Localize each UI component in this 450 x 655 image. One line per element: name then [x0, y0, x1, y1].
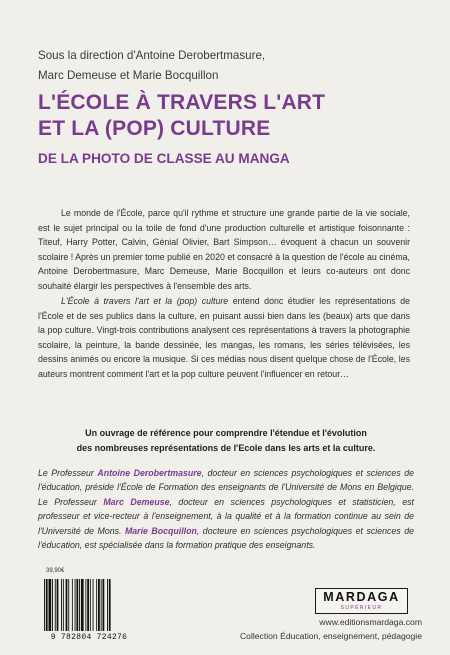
blurb-paragraph-2-text: entend donc étudier les représentations de l'École et de ses publics dans la culture, en puisant aussi bien dans les (beaux) arts que dans la pop culture. Vingt-trois contributions analysent ces représentations à travers la photographie scolaire, la peinture, la bande dessinée, les mangas, les romans, les séries télévisées, les dessins animés ou encore la musique. Si ces médias nous disent quelque chose de l'École, les auteurs montrent comment l'art et la pop culture peuvent l'influencer en retour…	[38, 296, 410, 379]
blurb-book-title: L'École à travers l'art et la (pop) culture	[61, 296, 229, 306]
isbn-barcode	[38, 575, 140, 645]
price-label: 39,90€	[46, 568, 65, 574]
editors-line-1: Sous la direction d'Antoine Derobertmasure,	[38, 49, 266, 62]
bio-name-2: Marc Demeuse	[103, 496, 170, 507]
publisher-logo-text: MARDAGA	[323, 590, 400, 604]
barcode-bar	[90, 579, 91, 631]
barcode-bar	[96, 579, 97, 631]
book-title-line-2: ET LA (POP) CULTURE	[38, 117, 271, 140]
barcode-bar	[49, 579, 52, 631]
book-title	[38, 90, 428, 142]
publisher-logo	[315, 588, 408, 614]
barcode-bar	[87, 579, 89, 631]
barcode-bar	[101, 579, 102, 631]
barcode-bar	[68, 579, 69, 631]
tagline-line-1: Un ouvrage de référence pour comprendre l'étendue et l'évolution	[85, 428, 367, 438]
barcode-icon	[38, 575, 140, 633]
barcode-bar	[66, 579, 68, 631]
bio-text-1: Le Professeur	[38, 468, 98, 478]
editors-line-2: Marc Demeuse et Marie Bocquillon	[38, 69, 219, 82]
bio-name-3: Marie Bocquillon	[124, 525, 197, 536]
isbn-digits: 9 782804 724276	[50, 633, 128, 642]
barcode-bar	[79, 579, 80, 631]
blurb-paragraph-1: Le monde de l'École, parce qu'il rythme et structure une grande partie de la vie sociale, est le sujet principal ou la toile de fond d'une production culturelle et artistique foisonnante : Titeuf, Harry Potter, Calvin, Génial Olivier, Bart Simpson… évoquent à chacun un souvenir scolaire ! Après un premier tome publié en 2020 et consacré à la question de l'école au cinéma, Antoine Derobertmasure, Marc Demeuse, Marie Bocquillon et leurs co-auteurs ont donc souhaité élargir les perspectives à l'ensemble des arts.	[38, 208, 410, 291]
bio-name-1: Antoine Derobertmasure	[97, 468, 202, 478]
barcode-bar	[98, 579, 100, 631]
barcode-bar	[52, 579, 53, 631]
barcode-bar	[93, 579, 94, 631]
tagline-line-2: des nombreuses représentations de l'Ecole dans les arts et la culture.	[76, 443, 376, 453]
barcode-bar	[61, 579, 62, 631]
publisher-website[interactable]: www.editionsmardaga.com	[319, 617, 422, 627]
barcode-bar	[76, 579, 78, 631]
bio-text-2: , docteur en sciences psychologiques et sciences de l'éducation, préside l'École de Formation des enseignants de l'Université de Mons en Belgique. Le Professeur	[38, 468, 414, 507]
bio-text-3: , docteur en sciences psychologiques et statisticien, est professeur et vice-recteur à l'enseignement, à la qualité et à la formation continue au sein de l'Université de Mons.	[38, 496, 414, 536]
book-title-line-1: L'ÉCOLE À TRAVERS L'ART	[38, 91, 326, 114]
tagline	[38, 426, 414, 456]
barcode-bar	[55, 579, 56, 631]
barcode-bar	[44, 579, 45, 631]
barcode-bar	[72, 579, 73, 631]
barcode-bar	[107, 579, 108, 631]
barcode-bar	[46, 579, 48, 631]
blurb-paragraph-2	[38, 294, 410, 381]
barcode-bar	[57, 579, 59, 631]
book-subtitle: DE LA PHOTO DE CLASSE AU MANGA	[38, 151, 290, 166]
barcode-bar	[75, 579, 76, 631]
authors-bio	[38, 466, 414, 552]
barcode-bar	[85, 579, 86, 631]
collection-name: Collection Éducation, enseignement, pédagogie	[239, 631, 422, 641]
barcode-bar	[103, 579, 105, 631]
editors-credit	[38, 46, 418, 86]
publisher-logo-sub: SUPÉRIEUR	[340, 605, 383, 611]
barcode-bar	[81, 579, 84, 631]
barcode-bar	[109, 579, 111, 631]
bio-text-4: , docteure en sciences psychologiques et sciences de l'éducation, est spécialisée dans la formation pratique des enseignants.	[38, 525, 414, 551]
barcode-bar	[63, 579, 64, 631]
